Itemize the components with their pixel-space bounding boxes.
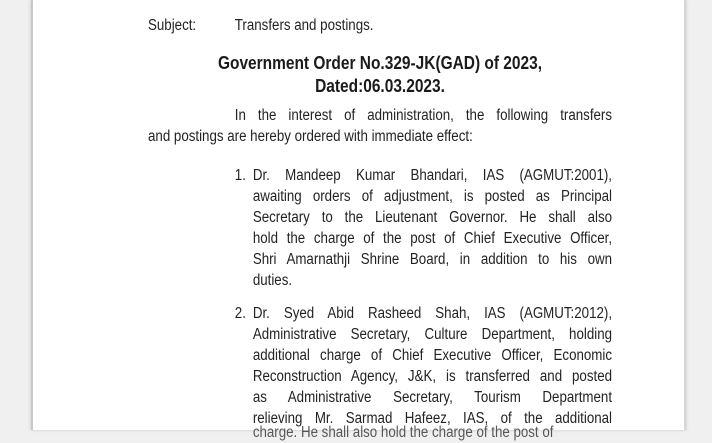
item-line: as Administrative Secretary, Tourism Department bbox=[252, 389, 613, 406]
item-line: Secretary to the Lieutenant Governor. He shall also bbox=[252, 209, 613, 226]
order-list bbox=[148, 165, 612, 443]
order-item bbox=[148, 165, 612, 291]
item-line: Administrative Secretary, Culture Department, holding bbox=[252, 326, 613, 343]
item-body bbox=[253, 303, 612, 443]
item-body bbox=[253, 165, 612, 291]
order-title-line2: Dated:06.03.2023. bbox=[315, 76, 445, 96]
page-content bbox=[148, 0, 612, 443]
item-line: additional charge of Chief Executive Officer, Economic bbox=[252, 347, 613, 364]
item-number: 1. bbox=[234, 167, 246, 184]
order-item bbox=[148, 303, 612, 443]
subject-row bbox=[148, 15, 612, 36]
item-line: Reconstruction Agency, J&K, is transferred and posted bbox=[252, 368, 613, 385]
order-title bbox=[148, 52, 612, 98]
item-number: 2. bbox=[234, 305, 246, 322]
item-line: relieving Mr. Sarmad Hafeez, IAS, of the additional bbox=[252, 410, 613, 427]
document-page bbox=[31, 0, 686, 441]
subject-value: Transfers and postings. bbox=[234, 17, 374, 34]
preamble-line-2: and postings are hereby ordered with immediate effect: bbox=[148, 128, 473, 145]
item-line: hold the charge of the post of Chief Executive Officer, bbox=[252, 230, 613, 247]
item-line: Dr. Mandeep Kumar Bhandari, IAS (AGMUT:2001), bbox=[252, 167, 613, 184]
item-line: Dr. Syed Abid Rasheed Shah, IAS (AGMUT:2012), bbox=[252, 305, 613, 322]
item-line: Shri Amarnathji Shrine Board, in addition to his own bbox=[252, 251, 613, 268]
subject-label: Subject: bbox=[148, 17, 197, 34]
preamble-line-1: In the interest of administration, the following transfers bbox=[234, 107, 613, 124]
item-line: awaiting orders of adjustment, is posted as Principal bbox=[252, 188, 613, 205]
item-line: charge. He shall also hold the charge of the post of bbox=[252, 424, 554, 441]
preamble bbox=[148, 105, 612, 147]
order-title-line1: Government Order No.329-JK(GAD) of 2023, bbox=[217, 53, 543, 73]
item-line: duties. bbox=[252, 272, 293, 289]
